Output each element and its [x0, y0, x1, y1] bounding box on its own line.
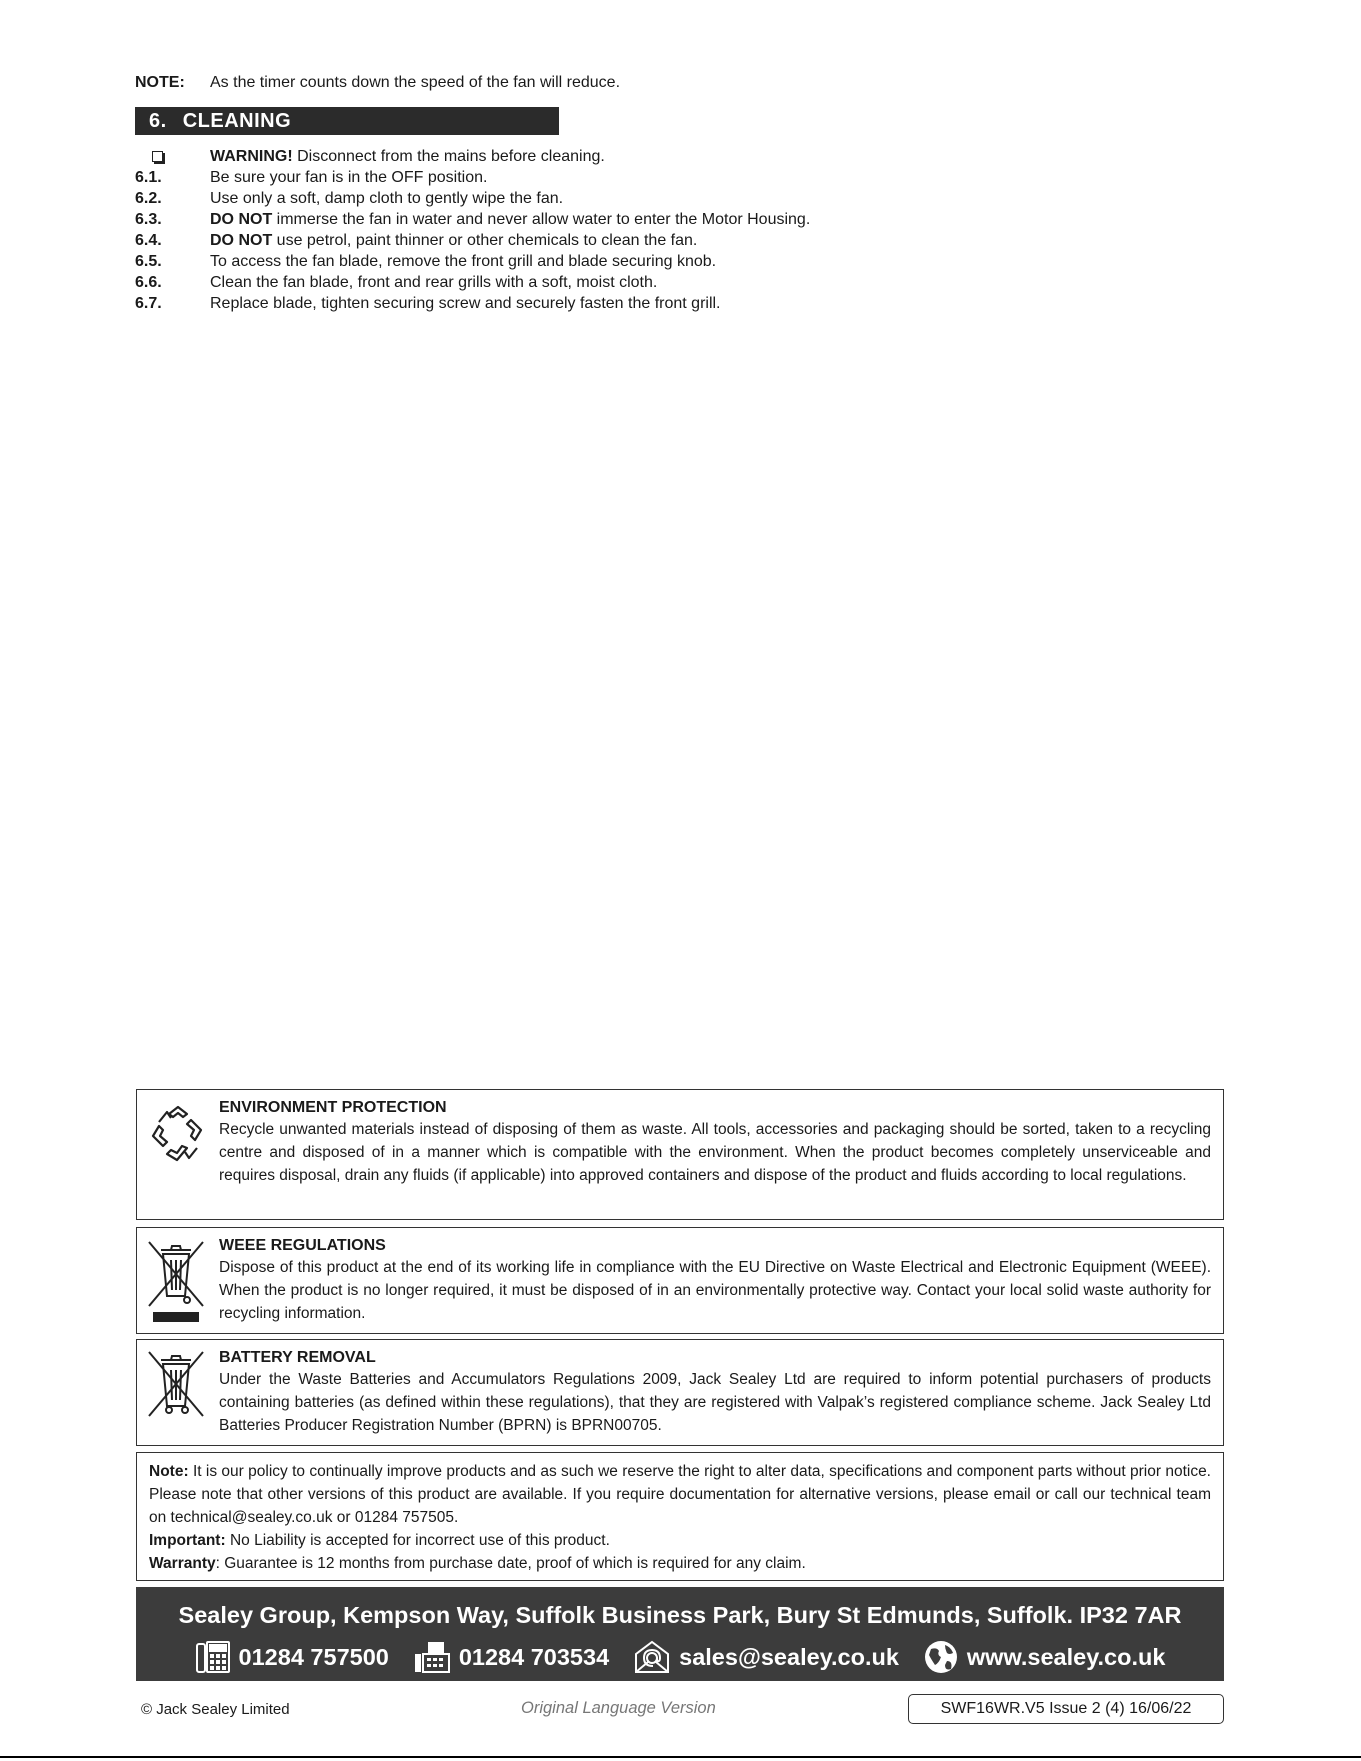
copyright-text: © Jack Sealey Limited	[141, 1701, 290, 1718]
step-item	[135, 230, 955, 251]
globe-icon	[923, 1639, 959, 1675]
step-emphasis: DO NOT	[210, 211, 273, 228]
step-text: immerse the fan in water and never allow water to enter the Motor Housing.	[272, 211, 811, 228]
cleaning-steps	[135, 146, 955, 314]
battery-title: BATTERY REMOVAL	[219, 1349, 376, 1366]
step-text: Replace blade, tighten securing screw and securely fasten the front grill.	[210, 295, 721, 312]
step-number: 6.3.	[135, 211, 162, 228]
phone-number: 01284 757500	[238, 1643, 389, 1670]
top-note-text: As the timer counts down the speed of the fan will reduce.	[210, 74, 621, 91]
page-bottom-rule	[0, 1756, 1361, 1758]
step-number: 6.5.	[135, 253, 162, 270]
environment-protection-panel	[136, 1089, 1224, 1220]
fax-contact	[413, 1640, 609, 1674]
step-text: Use only a soft, damp cloth to gently wipe the fan.	[210, 190, 564, 207]
important-label: Important:	[149, 1532, 226, 1549]
phone-contact	[195, 1640, 389, 1674]
step-number: 6.1.	[135, 169, 162, 186]
crossed-battery-bin-icon	[147, 1350, 205, 1427]
contact-row	[136, 1639, 1224, 1675]
step-item	[135, 188, 955, 209]
step-number: 6.4.	[135, 232, 162, 249]
battery-removal-panel	[136, 1339, 1224, 1446]
weee-text: Dispose of this product at the end of its working life in compliance with the EU Directive on Waste Electrical and Electronic Equipment (WEEE). When the product is no longer required, it must be disposed of in an environmentally protective way. Contact your local solid waste authority for recycling information.	[219, 1259, 1211, 1322]
company-address: Sealey Group, Kempson Way, Suffolk Business Park, Bury St Edmunds, Suffolk. IP32 7AR	[178, 1602, 1182, 1628]
section-title: CLEANING	[182, 110, 292, 132]
step-text: Clean the fan blade, front and rear grills with a soft, moist cloth.	[210, 274, 658, 291]
top-note	[135, 74, 620, 92]
step-text: Be sure your fan is in the OFF position.	[210, 169, 488, 186]
phone-icon	[195, 1640, 231, 1674]
section-number: 6.	[149, 110, 167, 132]
weee-regulations-panel	[136, 1227, 1224, 1334]
weee-title: WEEE REGULATIONS	[219, 1237, 386, 1254]
contact-footer	[136, 1587, 1224, 1681]
crossed-bin-icon	[147, 1240, 205, 1331]
fax-icon	[413, 1640, 451, 1674]
web-contact[interactable]	[923, 1639, 1166, 1675]
warning-text: Disconnect from the mains before cleaning.	[292, 148, 605, 165]
battery-text: Under the Waste Batteries and Accumulators Regulations 2009, Jack Sealey Ltd are required to inform potential purchasers of products containing batteries (as defined within these regulations), that they are registered with Valpak’s registered compliance scheme. Jack Sealey Ltd Batteries Producer Registration Number (BPRN) is BPRN00705.	[219, 1371, 1211, 1434]
important-note	[149, 1529, 1211, 1552]
policy-note	[149, 1460, 1211, 1529]
step-item	[135, 293, 955, 314]
language-version: Original Language Version	[521, 1699, 716, 1717]
step-item	[135, 272, 955, 293]
step-item	[135, 251, 955, 272]
warranty-label: Warranty	[149, 1555, 216, 1572]
document-footer	[136, 1694, 1224, 1724]
step-text: use petrol, paint thinner or other chemicals to clean the fan.	[272, 232, 698, 249]
step-item	[135, 167, 955, 188]
warning-item	[135, 146, 955, 167]
recycle-icon	[147, 1104, 209, 1173]
step-number: 6.2.	[135, 190, 162, 207]
step-text: To access the fan blade, remove the front grill and blade securing knob.	[210, 253, 717, 270]
email-address[interactable]: sales@sealey.co.uk	[679, 1643, 899, 1670]
step-number: 6.7.	[135, 295, 162, 312]
warning-label: WARNING!	[210, 148, 293, 165]
top-note-label: NOTE:	[135, 74, 185, 91]
policy-notes-panel	[136, 1452, 1224, 1581]
step-item	[135, 209, 955, 230]
step-number: 6.6.	[135, 274, 162, 291]
environment-text: Recycle unwanted materials instead of disposing of them as waste. All tools, accessories and packaging should be sorted, taken to a recycling centre and disposed of in a manner which is compatible with the environment. When the product becomes completely unserviceable and requires disposal, drain any fluids (if applicable) into approved containers and dispose of the product and fluids according to local regulations.	[219, 1121, 1211, 1184]
checkbox-bullet-icon	[135, 146, 210, 167]
important-text: No Liability is accepted for incorrect use of this product.	[225, 1532, 610, 1549]
document-reference: SWF16WR.V5 Issue 2 (4) 16/06/22	[908, 1694, 1224, 1724]
fax-number: 01284 703534	[458, 1643, 610, 1670]
website-link[interactable]: www.sealey.co.uk	[966, 1643, 1166, 1670]
warranty-text: : Guarantee is 12 months from purchase date, proof of which is required for any claim.	[215, 1555, 806, 1572]
note-text: It is our policy to continually improve products and as such we reserve the right to alter data, specifications and component parts without prior notice. Please note that other versions of this product are available. If you require documentation for alternative versions, please email or call our technical team on technical@sealey.co.uk or 01284 757505.	[149, 1463, 1211, 1526]
email-contact[interactable]	[633, 1640, 899, 1674]
email-icon	[633, 1640, 671, 1674]
section-heading-cleaning	[135, 107, 559, 135]
environment-title: ENVIRONMENT PROTECTION	[219, 1099, 447, 1116]
note-label: Note:	[149, 1463, 189, 1480]
step-emphasis: DO NOT	[210, 232, 273, 249]
warranty-note	[149, 1552, 1211, 1575]
